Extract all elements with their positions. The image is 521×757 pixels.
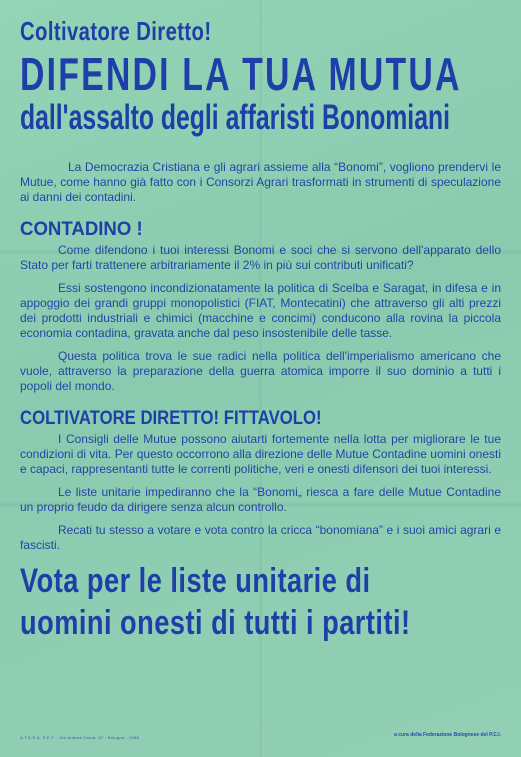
- section-title-contadino: CONTADINO !: [20, 219, 143, 240]
- call-to-action-line-2: uomini onesti di tutti i partiti!: [20, 604, 411, 642]
- call-to-action-line-1: Vota per le liste unitarie di: [20, 562, 371, 600]
- section1-paragraph-2: Essi sostengono incondizionatamente la politica di Scelba e Saragat, in difesa e in appoggio dei grandi gruppi monopolistici (FIAT, Montecatini) che attraverso gli alti prezzi dei prodotti industriali e chimici (macchine e concimi) conducono alla rovina la piccola economia contadina, gravata anche dal peso insostenibile delle tasse.: [20, 281, 501, 340]
- section2-paragraph-1: I Consigli delle Mutue possono aiutarti fortemente nella lotta per migliorare le tue condizioni di vita. Per questo occorrono alla direzione delle Mutue Contadine uomini onesti e capaci, rappresentanti tutte le correnti politiche, veri e onesti difensori dei tuoi interessi.: [20, 432, 501, 476]
- poster-kicker: Coltivatore Diretto!: [20, 16, 212, 46]
- section-title-coltivatore: COLTIVATORE DIRETTO! FITTAVOLO!: [20, 408, 322, 429]
- poster-headline: DIFENDI LA TUA MUTUA: [20, 48, 462, 100]
- section2-paragraph-2: Le liste unitarie impediranno che la “Bonomi„ riesca a fare delle Mutue Contadine un proprio feudo da dirigere senza alcun controllo.: [20, 485, 501, 514]
- section1-paragraph-3: Questa politica trova le sue radici nella politica dell'imperialismo americano che vuole, attraverso la preparazione della guerra atomica imporre il suo dominio a tutti i popoli del mondo.: [20, 349, 501, 393]
- section2-paragraph-3: Recati tu stesso a votare e vota contro la cricca “bonomiana” e i suoi amici agrari e fascisti.: [20, 523, 501, 552]
- publisher-credit: a cura della Federazione Bolognese del P.C.I.: [394, 732, 501, 738]
- printer-credit: A.T.E.S.A. S.E.T. - Via Andrea Costa, 37 - Bologna - 1958: [20, 735, 140, 740]
- poster-subheadline: dall'assalto degli affaristi Bonomiani: [20, 98, 450, 137]
- intro-paragraph: La Democrazia Cristiana e gli agrari assieme alla “Bonomi”, vogliono prendervi le Mutue, come hanno già fatto con i Consorzi Agrari trasformati in strumenti di speculazione ai danni dei contadini.: [20, 160, 501, 204]
- section1-paragraph-1: Come difendono i tuoi interessi Bonomi e soci che si servono dell'apparato dello Stato per farti trattenere arbitrariamente il 2% in più sui contributi unificati?: [20, 243, 501, 272]
